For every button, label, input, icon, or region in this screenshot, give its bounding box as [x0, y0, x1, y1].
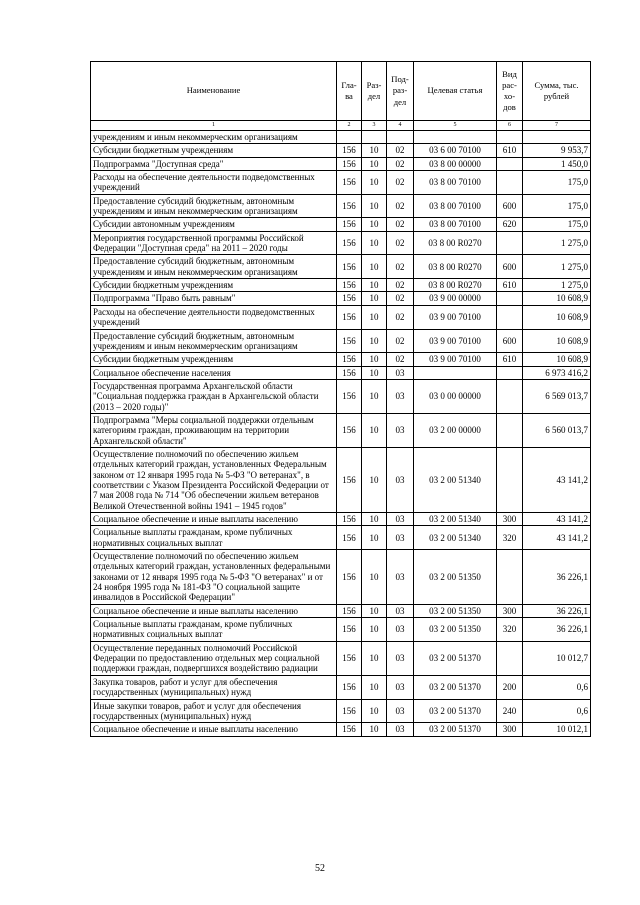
cell-subsection: [387, 131, 414, 144]
table-row: [91, 447, 591, 512]
cell-amount: 175,0: [523, 171, 591, 195]
table-row: [91, 675, 591, 699]
cell-chapter: 156: [337, 144, 362, 157]
cell-target-article: 03 8 00 R0270: [414, 279, 497, 292]
cell-target-article: 03 6 00 70100: [414, 144, 497, 157]
cell-subsection: 03: [387, 675, 414, 699]
cell-name: Субсидии бюджетным учреждениям: [91, 144, 337, 157]
cell-chapter: 156: [337, 255, 362, 279]
cell-target-article: 03 2 00 51370: [414, 675, 497, 699]
cell-expense-type: 320: [497, 526, 523, 550]
cell-section: 10: [362, 144, 387, 157]
cell-name: Социальное обеспечение и иные выплаты населению: [91, 604, 337, 617]
column-number: 3: [362, 121, 387, 131]
col-header-amount: Сумма, тыс. рублей: [523, 62, 591, 121]
cell-target-article: 03 0 00 00000: [414, 379, 497, 413]
cell-subsection: 03: [387, 723, 414, 736]
cell-subsection: 03: [387, 379, 414, 413]
cell-section: 10: [362, 194, 387, 218]
cell-subsection: 02: [387, 157, 414, 170]
cell-subsection: 03: [387, 366, 414, 379]
cell-section: 10: [362, 699, 387, 723]
cell-name: Предоставление субсидий бюджетным, автономным учреждениям и иным некоммерческим организациям: [91, 329, 337, 353]
table-row: [91, 218, 591, 231]
cell-subsection: 02: [387, 231, 414, 255]
cell-section: [362, 131, 387, 144]
cell-expense-type: [497, 379, 523, 413]
cell-section: 10: [362, 157, 387, 170]
cell-name: Субсидии автономным учреждениям: [91, 218, 337, 231]
cell-chapter: 156: [337, 675, 362, 699]
cell-amount: 10 608,9: [523, 329, 591, 353]
cell-amount: 10 608,9: [523, 305, 591, 329]
cell-subsection: 02: [387, 255, 414, 279]
cell-expense-type: [497, 447, 523, 512]
cell-expense-type: 600: [497, 329, 523, 353]
cell-target-article: 03 8 00 00000: [414, 157, 497, 170]
cell-expense-type: [497, 413, 523, 447]
cell-section: 10: [362, 171, 387, 195]
cell-target-article: 03 2 00 51370: [414, 699, 497, 723]
cell-name: Подпрограмма "Меры социальной поддержки отдельным категориям граждан, проживающим на территории Архангельской области": [91, 413, 337, 447]
table-row: [91, 279, 591, 292]
cell-expense-type: 300: [497, 723, 523, 736]
cell-name: Социальное обеспечение населения: [91, 366, 337, 379]
cell-section: 10: [362, 329, 387, 353]
cell-expense-type: 610: [497, 353, 523, 366]
cell-amount: 36 226,1: [523, 604, 591, 617]
cell-section: 10: [362, 379, 387, 413]
cell-section: 10: [362, 604, 387, 617]
cell-amount: 1 275,0: [523, 279, 591, 292]
cell-amount: 43 141,2: [523, 526, 591, 550]
cell-name: Осуществление полномочий по обеспечению жильем отдельных категорий граждан, установленных федеральными законами от 12 января 1995 года № 5-ФЗ "О ветеранах" и от 24 ноября 1995 года № 181-ФЗ "О социальной защите инвалидов в Российской Федерации": [91, 550, 337, 605]
cell-name: Расходы на обеспечение деятельности подведомственных учреждений: [91, 305, 337, 329]
table-row: [91, 550, 591, 605]
cell-subsection: 03: [387, 641, 414, 675]
table-row: [91, 231, 591, 255]
cell-name: Социальные выплаты гражданам, кроме публичных нормативных социальных выплат: [91, 618, 337, 642]
page-number: 52: [315, 863, 325, 874]
table-row: [91, 305, 591, 329]
cell-name: Социальное обеспечение и иные выплаты населению: [91, 723, 337, 736]
cell-name: Государственная программа Архангельской области "Социальная поддержка граждан в Архангельской области (2013 – 2020 годы)": [91, 379, 337, 413]
cell-name: Предоставление субсидий бюджетным, автономным учреждениям и иным некоммерческим организациям: [91, 194, 337, 218]
cell-amount: 0,6: [523, 699, 591, 723]
table-row: [91, 131, 591, 144]
cell-name: Осуществление полномочий по обеспечению жильем отдельных категорий граждан, установленных Федеральным законом от 12 января 1995 года № 5-ФЗ "О ветеранах", в соответствии с Указом Президента Российской Федерации от 7 мая 2008 года № 714 "Об обеспечении жильем ветеранов Великой Отечественной войны 1941 – 1945 годов": [91, 447, 337, 512]
cell-section: 10: [362, 723, 387, 736]
column-number: 1: [91, 121, 337, 131]
cell-target-article: 03 2 00 51370: [414, 723, 497, 736]
cell-chapter: 156: [337, 194, 362, 218]
cell-amount: 10 608,9: [523, 353, 591, 366]
cell-expense-type: 600: [497, 194, 523, 218]
cell-subsection: 03: [387, 550, 414, 605]
cell-expense-type: [497, 641, 523, 675]
cell-name: Субсидии бюджетным учреждениям: [91, 353, 337, 366]
cell-subsection: 02: [387, 194, 414, 218]
cell-subsection: 03: [387, 513, 414, 526]
cell-chapter: 156: [337, 366, 362, 379]
cell-amount: 10 012,7: [523, 641, 591, 675]
cell-subsection: 02: [387, 353, 414, 366]
cell-subsection: 03: [387, 413, 414, 447]
table-header: [91, 62, 591, 131]
cell-target-article: 03 9 00 70100: [414, 329, 497, 353]
table-row: [91, 604, 591, 617]
cell-target-article: 03 9 00 70100: [414, 305, 497, 329]
cell-section: 10: [362, 292, 387, 305]
table-row: [91, 699, 591, 723]
cell-name: Осуществление переданных полномочий Российской Федерации по предоставлению отдельных мер социальной поддержки граждан, подвергшихся воздействию радиации: [91, 641, 337, 675]
cell-target-article: 03 8 00 R0270: [414, 255, 497, 279]
cell-section: 10: [362, 218, 387, 231]
cell-chapter: 156: [337, 526, 362, 550]
cell-chapter: 156: [337, 279, 362, 292]
cell-target-article: 03 8 00 R0270: [414, 231, 497, 255]
cell-chapter: 156: [337, 157, 362, 170]
cell-chapter: 156: [337, 379, 362, 413]
col-header-section: Раз-дел: [362, 62, 387, 121]
cell-expense-type: 300: [497, 513, 523, 526]
cell-amount: 175,0: [523, 218, 591, 231]
cell-amount: 36 226,1: [523, 618, 591, 642]
column-number: 4: [387, 121, 414, 131]
cell-target-article: 03 2 00 51340: [414, 447, 497, 512]
cell-chapter: 156: [337, 604, 362, 617]
cell-name: Социальное обеспечение и иные выплаты населению: [91, 513, 337, 526]
cell-amount: 43 141,2: [523, 447, 591, 512]
cell-name: Расходы на обеспечение деятельности подведомственных учреждений: [91, 171, 337, 195]
cell-subsection: 03: [387, 618, 414, 642]
column-number-row: [91, 121, 591, 131]
cell-subsection: 02: [387, 218, 414, 231]
table-row: [91, 526, 591, 550]
cell-amount: 1 450,0: [523, 157, 591, 170]
cell-section: 10: [362, 413, 387, 447]
cell-amount: [523, 131, 591, 144]
table-body: [91, 131, 591, 737]
cell-section: 10: [362, 513, 387, 526]
table-row: [91, 618, 591, 642]
cell-amount: 6 569 013,7: [523, 379, 591, 413]
cell-name: Закупка товаров, работ и услуг для обеспечения государственных (муниципальных) нужд: [91, 675, 337, 699]
cell-expense-type: 620: [497, 218, 523, 231]
cell-target-article: 03 2 00 51350: [414, 618, 497, 642]
cell-chapter: 156: [337, 231, 362, 255]
cell-subsection: 02: [387, 329, 414, 353]
table-row: [91, 292, 591, 305]
cell-name: Мероприятия государственной программы Российской Федерации "Доступная среда" на 2011 – 2020 годы: [91, 231, 337, 255]
cell-expense-type: 600: [497, 255, 523, 279]
col-header-chapter: Гла-ва: [337, 62, 362, 121]
cell-chapter: 156: [337, 699, 362, 723]
cell-target-article: 03 2 00 51350: [414, 550, 497, 605]
cell-section: 10: [362, 231, 387, 255]
cell-name: Субсидии бюджетным учреждениям: [91, 279, 337, 292]
col-header-name: Наименование: [91, 62, 337, 121]
cell-name: Подпрограмма "Право быть равным": [91, 292, 337, 305]
cell-chapter: 156: [337, 723, 362, 736]
cell-section: 10: [362, 550, 387, 605]
column-number: 2: [337, 121, 362, 131]
cell-expense-type: [497, 550, 523, 605]
table-row: [91, 144, 591, 157]
cell-target-article: 03 2 00 51340: [414, 513, 497, 526]
table-row: [91, 413, 591, 447]
cell-subsection: 03: [387, 604, 414, 617]
column-number: 5: [414, 121, 497, 131]
cell-expense-type: [497, 292, 523, 305]
cell-amount: 10 608,9: [523, 292, 591, 305]
table-row: [91, 379, 591, 413]
cell-expense-type: 610: [497, 279, 523, 292]
cell-subsection: 03: [387, 699, 414, 723]
table-row: [91, 641, 591, 675]
table-row: [91, 366, 591, 379]
cell-chapter: 156: [337, 413, 362, 447]
cell-name: Подпрограмма "Доступная среда": [91, 157, 337, 170]
cell-chapter: 156: [337, 641, 362, 675]
cell-expense-type: [497, 157, 523, 170]
table-row: [91, 194, 591, 218]
col-header-subsection: Под-раз-дел: [387, 62, 414, 121]
cell-section: 10: [362, 353, 387, 366]
budget-table: [90, 61, 591, 737]
cell-chapter: 156: [337, 292, 362, 305]
cell-name: Социальные выплаты гражданам, кроме публичных нормативных социальных выплат: [91, 526, 337, 550]
cell-section: 10: [362, 279, 387, 292]
cell-amount: 1 275,0: [523, 231, 591, 255]
cell-expense-type: 200: [497, 675, 523, 699]
cell-amount: 1 275,0: [523, 255, 591, 279]
table-row: [91, 157, 591, 170]
cell-subsection: 03: [387, 526, 414, 550]
cell-name: учреждениям и иным некоммерческим организациям: [91, 131, 337, 144]
cell-target-article: [414, 131, 497, 144]
cell-amount: 175,0: [523, 194, 591, 218]
cell-amount: 9 953,7: [523, 144, 591, 157]
cell-chapter: 156: [337, 305, 362, 329]
cell-target-article: 03 2 00 00000: [414, 413, 497, 447]
cell-expense-type: 240: [497, 699, 523, 723]
cell-expense-type: 320: [497, 618, 523, 642]
col-header-expense-type: Вид рас-хо-дов: [497, 62, 523, 121]
cell-section: 10: [362, 305, 387, 329]
cell-subsection: 02: [387, 279, 414, 292]
table-row: [91, 513, 591, 526]
cell-chapter: 156: [337, 329, 362, 353]
cell-chapter: 156: [337, 550, 362, 605]
cell-subsection: 02: [387, 305, 414, 329]
cell-expense-type: 610: [497, 144, 523, 157]
cell-target-article: 03 8 00 70100: [414, 218, 497, 231]
cell-target-article: [414, 366, 497, 379]
cell-section: 10: [362, 641, 387, 675]
cell-section: 10: [362, 255, 387, 279]
cell-subsection: 02: [387, 171, 414, 195]
cell-chapter: 156: [337, 171, 362, 195]
cell-expense-type: [497, 171, 523, 195]
col-header-target-article: Целевая статья: [414, 62, 497, 121]
cell-target-article: 03 8 00 70100: [414, 194, 497, 218]
cell-section: 10: [362, 366, 387, 379]
cell-chapter: 156: [337, 353, 362, 366]
cell-target-article: 03 9 00 00000: [414, 292, 497, 305]
cell-expense-type: [497, 305, 523, 329]
table-row: [91, 255, 591, 279]
cell-target-article: 03 2 00 51370: [414, 641, 497, 675]
cell-amount: 0,6: [523, 675, 591, 699]
cell-amount: 43 141,2: [523, 513, 591, 526]
cell-section: 10: [362, 618, 387, 642]
cell-name: Иные закупки товаров, работ и услуг для обеспечения государственных (муниципальных) нужд: [91, 699, 337, 723]
cell-target-article: 03 2 00 51350: [414, 604, 497, 617]
table-row: [91, 353, 591, 366]
cell-amount: 10 012,1: [523, 723, 591, 736]
table-row: [91, 723, 591, 736]
cell-target-article: 03 8 00 70100: [414, 171, 497, 195]
table-row: [91, 171, 591, 195]
cell-subsection: 02: [387, 144, 414, 157]
cell-target-article: 03 2 00 51340: [414, 526, 497, 550]
cell-chapter: 156: [337, 218, 362, 231]
column-number: 7: [523, 121, 591, 131]
cell-expense-type: [497, 231, 523, 255]
cell-chapter: [337, 131, 362, 144]
cell-section: 10: [362, 526, 387, 550]
cell-name: Предоставление субсидий бюджетным, автономным учреждениям и иным некоммерческим организациям: [91, 255, 337, 279]
cell-chapter: 156: [337, 447, 362, 512]
cell-section: 10: [362, 447, 387, 512]
table-row: [91, 329, 591, 353]
column-number: 6: [497, 121, 523, 131]
cell-expense-type: [497, 366, 523, 379]
cell-subsection: 03: [387, 447, 414, 512]
cell-amount: 36 226,1: [523, 550, 591, 605]
cell-subsection: 02: [387, 292, 414, 305]
cell-expense-type: 300: [497, 604, 523, 617]
cell-chapter: 156: [337, 618, 362, 642]
cell-chapter: 156: [337, 513, 362, 526]
cell-target-article: 03 9 00 70100: [414, 353, 497, 366]
cell-amount: 6 560 013,7: [523, 413, 591, 447]
cell-expense-type: [497, 131, 523, 144]
cell-amount: 6 973 416,2: [523, 366, 591, 379]
cell-section: 10: [362, 675, 387, 699]
